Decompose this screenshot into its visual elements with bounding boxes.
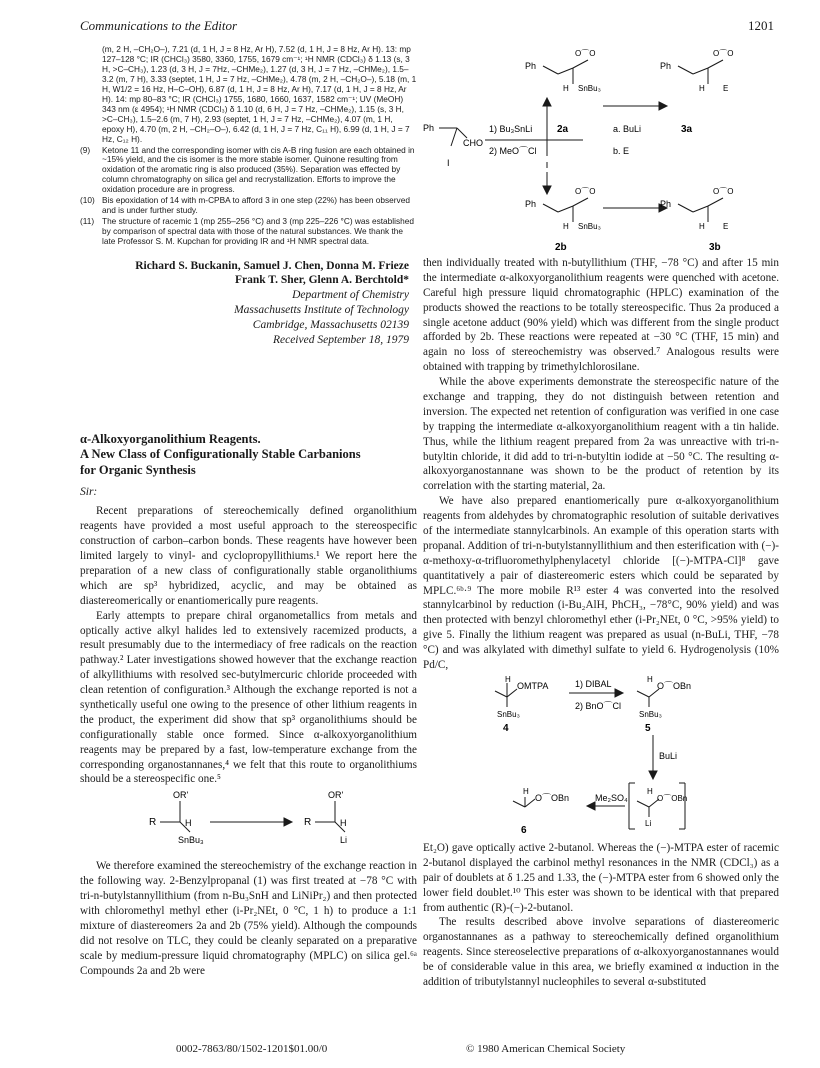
svg-text:Ph: Ph xyxy=(525,199,537,209)
svg-text:O⌒OBn: O⌒OBn xyxy=(657,680,692,691)
svg-text:OMTPA: OMTPA xyxy=(517,680,549,691)
svg-text:R: R xyxy=(149,817,157,829)
synthesis-scheme xyxy=(423,673,779,841)
svg-text:3a: 3a xyxy=(681,124,693,135)
svg-text:O⌒O: O⌒O xyxy=(713,49,734,58)
svg-text:SnBu₃: SnBu₃ xyxy=(578,84,601,93)
svg-text:BuLi: BuLi xyxy=(659,750,678,761)
page-number: 1201 xyxy=(748,18,774,33)
svg-text:Ph: Ph xyxy=(525,61,537,71)
svg-text:I: I xyxy=(447,158,450,168)
svg-text:2) MeO⌒Cl: 2) MeO⌒Cl xyxy=(489,146,537,156)
paragraph: then individually treated with n-butyllithium (THF, −78 °C) and after 15 min the intermediate α-alkoxyorganolithium reagents were quenched with acetone. Careful high pressure liquid chromatographic (HPLC) examination of the products showed the reactions to be totally stereospecific. Thus 2a produced a single acetone adduct (90% yield) which was different from the single product afforded by 2b. These reactions were repeated at −30 °C (THF, 15 min) and again no loss of stereochemistry was observed.⁷ Analogous results were obtained with trapping by trimethylchlorosilane. xyxy=(423,257,779,374)
svg-text:H: H xyxy=(647,674,653,684)
svg-text:CHO: CHO xyxy=(463,138,483,148)
running-header: Communications to the Editor xyxy=(80,18,238,33)
right-column xyxy=(423,44,779,990)
svg-text:H: H xyxy=(699,84,705,93)
body-text-right xyxy=(423,256,779,673)
paragraph: Recent preparations of stereochemically defined organolithium reagents have provided a most useful approach to the stereospecific construction of carbon–carbon bonds. These reagents have however been limited largely to vinyl- and cyclopropyllithiums.¹ We report here the preparation of a new class of configurationally stable organolithiums which are sp³ hybridized, acyclic, and may be obtained as diastereomerically or enantiomerically pure reagents. xyxy=(80,505,417,607)
svg-text:6: 6 xyxy=(521,824,527,836)
svg-text:5: 5 xyxy=(645,722,651,734)
paragraph: Early attempts to prepare chiral organometallics from metals and optically active alkyl halides led to extensively racemized products, a result presumably due to the intermediacy of free radicals on the reaction pathway.² Later investigations showed however that the exchange reaction of alkyllithiums with resolved sec-butylmercuric chloride proceeded with clean retention of configuration.³ Although the exchange reported is not a synthetically useful one owing to the presence of other lithium reagents in the product, the experiment did show that sp³ organolithiums should be configurationally stable once formed. Since α-alkoxyorganolithium reagents may be prepared by a fast, low-temperature exchange from the corresponding organostannanes,⁴ we felt that this route to organolithiums should be a stereospecific one.⁵ xyxy=(80,609,417,786)
copyright: © 1980 American Chemical Society xyxy=(466,1043,626,1055)
footnote: (11) The structure of racemic 1 (mp 255–256 °C) and 3 (mp 225–226 °C) was established by comparison of spectral data with those of the natural substances. We thank the late Professor S. M. Kupchan for providing IR and ¹H NMR spectral data. xyxy=(80,216,414,247)
paragraph: Et₂O) gave optically active 2-butanol. Whereas the (−)-MTPA ester of racemic 2-butanol displayed the carbinol methyl resonances in the NMR (CDCl₃) as a pair of doublets at δ 1.25 and 1.33, the (−)-MTPA ester from 6 showed only the lower field doublet.¹⁰ This ester was shown to be identical with that prepared from authentic (R)-(−)-2-butanol. xyxy=(423,841,779,914)
footnote: (m, 2 H, –CH₂O–), 7.21 (d, 1 H, J = 8 Hz, Ar H), 7.52 (d, 1 H, J = 8 Hz, Ar H). 13: mp 127–128 °C; IR (CHCl₃) 3580, 3360, 1755, 1679 cm⁻¹; ¹H NMR (CDCl₃) δ 1.13 (s, 3 H, >C–CH₃), 1.23 (d, 3 H, J = 7Hz, –CHMe₂), 1.27 (d, 3 H, J = 7 Hz, –CHMe₂), 1.5–3.2 (m, 7 H), 3.33 (septet, 1 H, J = 7 Hz, –CHMe₂), 4.78 (m, 2 H, –CH₂O–), 5.18 (m, 1 H, W1/2 = 16 Hz, H–C–OH), 6.87 (d, 1 H, J = 8 Hz, Ar H), 7.17 (d, 1 H, J = 8 Hz, Ar H). 14: mp 80–83 °C; IR (CHCl₃) 1755, 1680, 1660, 1637, 1582 cm⁻¹; UV (MeOH) 343 nm (ε 4954); ¹H NMR (CDCl₃) δ 1.10 (d, 6 H, J = 7 Hz, –CHMe₂), 1.15 (s, 3 H, >C–CH₃), 1.5–2.6 (m, 7 H), 2.93 (septet, 1 H, J = 7 Hz, –CHMe₂), 4.07 (m, 1 H, epoxy H), 4.70 (m, 2 H, –CH₂–O–), 6.42 (d, 1 H, J = 7 Hz, C₁₁ H), 6.99 (d, 1 H, J = 7 Hz, C₁₂ H). xyxy=(102,44,417,144)
footnote: (9) Ketone 11 and the corresponding isomer with cis A-B ring fusion are each obtained in ~15% yield, and the cis isomer is the more stable isomer. Quinone resulting from oxidation of the aromatic ring is also produced (35%). Separation was effected by column chromatography on silica gel and recrystallization. Efforts to improve the oxidation procedure are in progress. xyxy=(80,144,415,195)
svg-text:SnBu₃: SnBu₃ xyxy=(497,709,520,719)
paragraph: While the above experiments demonstrate the stereospecific nature of the exchange and trapping, they do not distinguish between retention and inversion. The expected net retention of configuration was verified in one case by trapping the intermediate α-alkoxyorganolithium reagent with a tin halide. Thus, while the lithium reagent prepared from 2a was unreactive with tri-n-butyltin chloride, it did add to tri-n-butyltin iodide at −50 °C. The resulting α-alkoxyorganostannane was shown to be the product of retention by its correlation with the starting material, 2a. xyxy=(423,376,779,493)
affiliation: Department of Chemistry Massachusetts Institute of Technology Cambridge, Massachusetts 02139 Received September 18, 1979 xyxy=(80,288,417,348)
left-column xyxy=(80,44,417,978)
footnote: (10) Bis epoxidation of 14 with m-CPBA to afford 3 in one step (22%) has been observed and is under further study. xyxy=(80,195,410,216)
svg-text:2) BnO⌒Cl: 2) BnO⌒Cl xyxy=(575,700,622,711)
svg-text:H: H xyxy=(185,818,192,829)
svg-text:H: H xyxy=(647,786,653,796)
received-date: Received September 18, 1979 xyxy=(272,333,409,346)
svg-text:H: H xyxy=(340,818,347,829)
svg-text:Ph: Ph xyxy=(660,61,672,71)
svg-text:H: H xyxy=(523,786,529,796)
svg-text:Li: Li xyxy=(340,835,348,846)
body-text-right-2 xyxy=(423,841,779,990)
svg-text:4: 4 xyxy=(503,722,509,734)
svg-text:H: H xyxy=(563,84,569,93)
body-text-left-2 xyxy=(80,859,417,978)
salutation: Sir: xyxy=(80,486,98,499)
paragraph: We therefore examined the stereochemistry of the exchange reaction in the following way. 2-Benzylpropanal (1) was first treated at −78 °C with tri-n-butylstannyllithium (from n-Bu₃SnH and LiNiPr₂) and then protected with chloromethyl methyl ether (i-Pr₂NEt, 0 °C, 1 h) to produce a 1:1 mixture of diastereomers 2a and 2b (75% yield). Although the compounds did not resolve on TLC, they could be cleanly separated on a preparative scale by medium-pressure liquid chromatography (MPLC) on silica gel.⁶ᵃ Compounds 2a and 2b were xyxy=(80,860,417,977)
body-text-left xyxy=(80,504,417,787)
svg-text:SnBu₃: SnBu₃ xyxy=(639,709,662,719)
svg-text:O⌒O: O⌒O xyxy=(575,49,596,58)
paragraph: We have also prepared enantiomerically pure α-alkoxyorganolithium reagents from aldehydes by chromatographic resolution of suitable derivatives of the intermediate stannylcarbinols. An example of this operation starts with propanal. Addition of tri-n-butylstannyllithium and then esterification with (−)-α-methoxy-α-trifluoromethylphenylacetyl chloride [(−)-MTPA-Cl]⁸ gave quantitatively a pair of diastereomeric esters which could be separated by MPLC.⁶ᵇ·⁹ The more mobile R¹³ ester 4 was converted into the resolved stannylcarbinol by reduction (i-Bu₂AlH, PhCH₃, −78°C, 90% yield) and was then protected with benzyl chloromethyl ether (i-Pr₂NEt, 0 °C, >95% yield) to give 5. Finally the lithium reagent was prepared as usual (n-BuLi, THF, −78 °C) and was alkylated with dimethyl sulfate to yield 6. Hydrogenolysis (10% Pd/C, xyxy=(423,495,779,672)
article-code: 0002-7863/80/1502-1201$01.00/0 xyxy=(176,1043,328,1055)
svg-text:1) Bu₃SnLi: 1) Bu₃SnLi xyxy=(489,124,533,134)
svg-text:1) DIBAL: 1) DIBAL xyxy=(575,678,612,689)
article-title: α-Alkoxyorganolithium Reagents. A New Class of Configurationally Stable Carbanions for Organic Synthesis xyxy=(80,431,361,477)
svg-text:Li: Li xyxy=(645,818,652,828)
stereochemistry-scheme xyxy=(423,44,779,256)
svg-text:OR': OR' xyxy=(173,790,189,801)
svg-text:SnBu₃: SnBu₃ xyxy=(178,835,204,846)
svg-text:E: E xyxy=(723,222,729,231)
svg-text:b. E: b. E xyxy=(613,146,630,156)
svg-text:O⌒O: O⌒O xyxy=(713,187,734,196)
svg-text:R: R xyxy=(304,817,312,829)
svg-text:a. BuLi: a. BuLi xyxy=(613,124,642,134)
svg-text:2b: 2b xyxy=(555,242,567,253)
svg-text:O⌒OBn: O⌒OBn xyxy=(535,792,570,803)
svg-text:Ph: Ph xyxy=(423,123,435,133)
svg-text:H: H xyxy=(563,222,569,231)
svg-text:2a: 2a xyxy=(557,124,569,135)
svg-text:H: H xyxy=(699,222,705,231)
svg-text:Ph: Ph xyxy=(660,199,672,209)
svg-text:OR': OR' xyxy=(328,790,344,801)
svg-text:3b: 3b xyxy=(709,242,721,253)
svg-text:SnBu₃: SnBu₃ xyxy=(578,222,601,231)
svg-text:O⌒OBn: O⌒OBn xyxy=(657,793,688,803)
svg-text:E: E xyxy=(723,84,729,93)
svg-text:O⌒O: O⌒O xyxy=(575,187,596,196)
paragraph: The results described above involve separations of diastereomeric organostannanes as a pathway to stereochemically defined organolithium reagents. Since stereoselective preparations of α-alkoxyorganostannanes would be of considerable value in this area, we briefly examined α induction in the addition of tributylstannyl nucleophiles to several α-substituted xyxy=(423,916,779,988)
svg-text:H: H xyxy=(505,674,511,684)
svg-text:Me₂SO₄: Me₂SO₄ xyxy=(595,792,628,803)
author-list: Richard S. Buckanin, Samuel J. Chen, Donna M. Frieze Frank T. Sher, Glenn A. Berchtold* xyxy=(135,260,409,287)
exchange-scheme xyxy=(80,787,417,859)
footnotes xyxy=(80,45,417,247)
